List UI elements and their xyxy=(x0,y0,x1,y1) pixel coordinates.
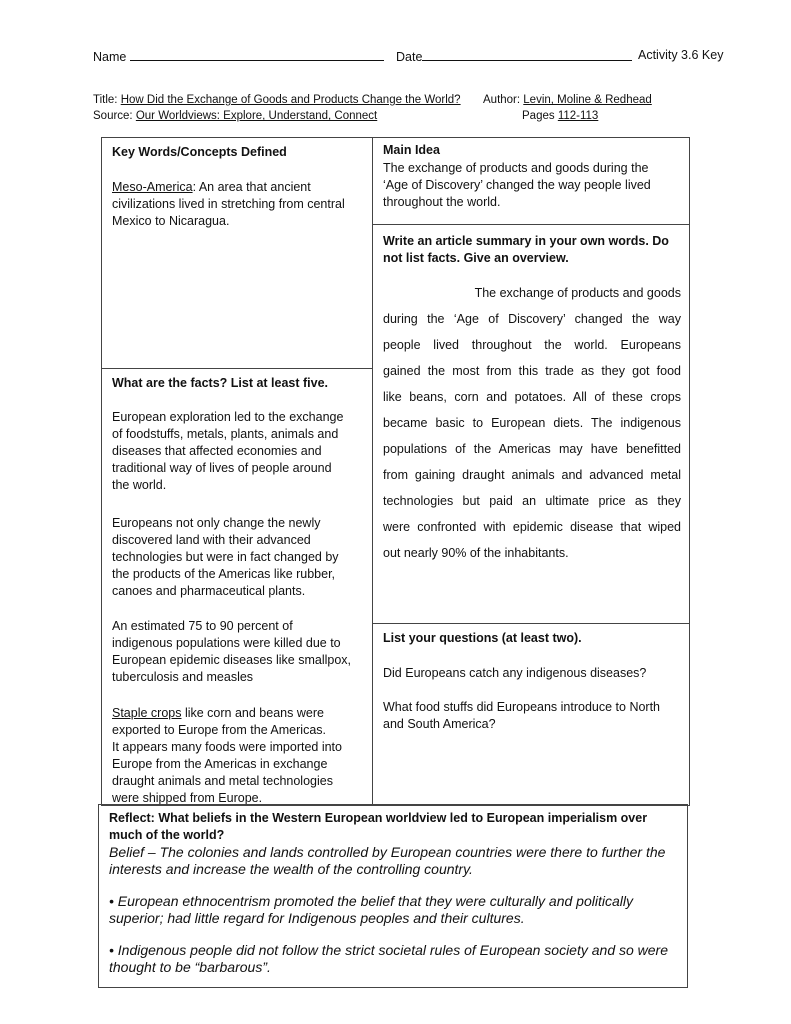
question-1: Did Europeans catch any indigenous diseases? xyxy=(383,666,647,680)
main-idea-box xyxy=(372,137,690,225)
fact-paragraph-4: Staple crops like corn and beans were exported to Europe from the Americas. It appears many foods were imported into Europe from the Americas in exchange draught animals and metal technologies were shipped from Europe. xyxy=(112,706,342,805)
reflect-box xyxy=(98,804,688,988)
belief-2: • European ethnocentrism promoted the belief that they were culturally and politically superior; had little regard for Indigenous peoples and their cultures. xyxy=(109,893,633,926)
questions-heading: List your questions (at least two). xyxy=(383,631,582,645)
fact-paragraph-3: An estimated 75 to 90 percent of indigenous populations were killed due to European epidemic diseases like smallpox, tuberculosis and measles xyxy=(112,619,352,684)
summary-text: The exchange of products and goods during the ‘Age of Discovery’ changed the way people lived throughout the world. Europeans gained the most from this trade as they got food like beans, corn and potatoes. All of these crops became basic to European diets. The indigenous populations of the Americas may have benefitted from gaining draught animals and advanced metal technologies but paid an ultimate price as they were confronted with epidemic disease that wiped out nearly 90% of the inhabitants. xyxy=(383,286,681,560)
date-field[interactable] xyxy=(422,48,632,61)
reflect-heading: Reflect: What beliefs in the Western European worldview led to European imperialism over much of the world? xyxy=(109,811,648,842)
author-row: Author: Levin, Moline & Redhead xyxy=(483,94,652,106)
title-row: Title: How Did the Exchange of Goods and Products Change the World? xyxy=(93,94,461,106)
key-term: Meso-America xyxy=(112,180,193,194)
key-words-heading: Key Words/Concepts Defined xyxy=(112,145,287,159)
summary-box xyxy=(372,224,690,624)
facts-box xyxy=(101,368,373,806)
main-idea-heading: Main Idea xyxy=(383,143,440,157)
key-words-definition: Meso-America: An area that ancient civilizations lived in stretching from central Mexico to Nicaragua. xyxy=(112,180,345,228)
main-idea-text: The exchange of products and goods during the ‘Age of Discovery’ changed the way people lived throughout the world. xyxy=(383,161,651,209)
belief-3: • Indigenous people did not follow the strict societal rules of European society and so were thought to be “barbarous”. xyxy=(109,942,669,975)
name-field[interactable] xyxy=(130,48,384,61)
source-row: Source: Our Worldviews: Explore, Understand, Connect xyxy=(93,110,378,122)
pages-row: Pages 112-113 xyxy=(522,110,599,122)
name-label: Name xyxy=(93,48,384,64)
staple-crops-term: Staple crops xyxy=(112,706,182,720)
question-2: What food stuffs did Europeans introduce to North and South America? xyxy=(383,700,661,731)
key-words-box xyxy=(101,137,373,369)
title-value: How Did the Exchange of Goods and Products Change the World? xyxy=(120,94,461,106)
belief-1: Belief – The colonies and lands controlled by European countries were there to further the interests and increase the wealth of the controlling country. xyxy=(109,844,666,877)
date-label: Date xyxy=(396,48,632,64)
author-value: Levin, Moline & Redhead xyxy=(523,94,652,106)
activity-label: Activity 3.6 Key xyxy=(638,48,724,62)
fact-paragraph-2: Europeans not only change the newly discovered land with their advanced technologies but were in fact changed by the products of the Americas like rubber, canoes and pharmaceutical plants. xyxy=(112,516,339,598)
fact-paragraph-1: European exploration led to the exchange of foodstuffs, metals, plants, animals and diseases that affected economies and traditional way of lives of people around the world. xyxy=(112,410,344,492)
questions-box xyxy=(372,623,690,806)
summary-heading: Write an article summary in your own words. Do not list facts. Give an overview. xyxy=(383,234,669,265)
source-value: Our Worldviews: Explore, Understand, Connect xyxy=(135,110,378,122)
pages-value: 112-113 xyxy=(557,110,599,122)
facts-heading: What are the facts? List at least five. xyxy=(112,376,329,390)
